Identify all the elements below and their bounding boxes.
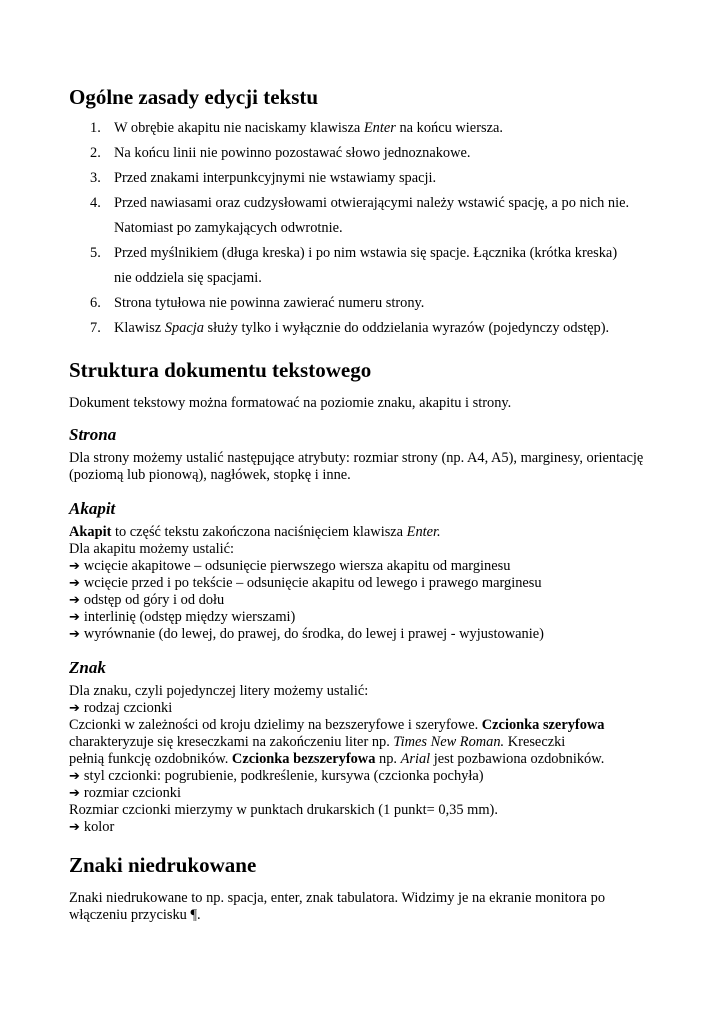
document-page <box>69 84 659 924</box>
arrow-right-icon: ➔ <box>69 576 80 591</box>
arrow-right-icon: ➔ <box>69 786 80 801</box>
list-item: 3. Przed znakami interpunkcyjnymi nie wstawiamy spacji. <box>90 170 437 186</box>
list-item: 1. W obrębie akapitu nie naciskamy klawisza Enter na końcu wiersza. <box>90 120 503 136</box>
list-item: ➔ wyrównanie (do lewej, do prawej, do środka, do lewej i prawej - wyjustowanie) <box>69 626 544 642</box>
list-item: 6. Strona tytułowa nie powinna zawierać numeru strony. <box>90 295 425 311</box>
list-item: ➔ interlinię (odstęp między wierszami) <box>69 609 296 625</box>
font-size-text: Rozmiar czcionki mierzymy w punktach drukarskich (1 punkt= 0,35 mm). <box>69 802 498 818</box>
nonprinting-text: Znaki niedrukowane to np. spacja, enter, znak tabulatora. Widzimy je na ekranie monitora po włączeniu przycisku ¶. <box>69 890 606 923</box>
arrow-right-icon: ➔ <box>69 820 80 835</box>
list-item: ➔ styl czcionki: pogrubienie, podkreślenie, kursywa (czcionka pochyła) <box>69 768 484 784</box>
font-types-text: Czcionki w zależności od kroju dzielimy na bezszeryfowe i szeryfowe. Czcionka szeryfowa charakteryzuje się kreseczkami na zakończeniu liter np. Times New Roman. Kreseczki pełnią funkcję ozdobników. Czcionka bezszeryfowa np. Arial jest pozbawiona ozdobników. <box>69 717 605 767</box>
akapit-lead: Dla akapitu możemy ustalić: <box>69 541 235 557</box>
list-item: 5. Przed myślnikiem (długa kreska) i po nim wstawia się spacje. Łącznika (krótka kreska) nie oddziela się spacjami. <box>90 245 618 286</box>
list-item: ➔ rozmiar czcionki <box>69 785 181 801</box>
list-item: ➔ wcięcie akapitowe – odsunięcie pierwszego wiersza akapitu od marginesu <box>69 558 511 574</box>
rules-list <box>69 116 659 341</box>
arrow-right-icon: ➔ <box>69 593 80 608</box>
heading-document-structure: Struktura dokumentu tekstowego <box>69 358 372 382</box>
arrow-right-icon: ➔ <box>69 701 80 716</box>
arrow-right-icon: ➔ <box>69 559 80 574</box>
list-item: ➔ wcięcie przed i po tekście – odsunięcie akapitu od lewego i prawego marginesu <box>69 575 542 591</box>
strona-text: Dla strony możemy ustalić następujące atrybuty: rozmiar strony (np. A4, A5), marginesy, orientację (poziomą lub pionową), nagłówek, stopkę i inne. <box>69 450 644 483</box>
znak-lead: Dla znaku, czyli pojedynczej litery możemy ustalić: <box>69 683 369 699</box>
list-item: 2. Na końcu linii nie powinno pozostawać słowo jednoznakowe. <box>90 145 471 161</box>
arrow-right-icon: ➔ <box>69 769 80 784</box>
arrow-right-icon: ➔ <box>69 627 80 642</box>
list-item: ➔ odstęp od góry i od dołu <box>69 592 225 608</box>
arrow-right-icon: ➔ <box>69 610 80 625</box>
list-item: 7. Klawisz Spacja służy tylko i wyłącznie do oddzielania wyrazów (pojedynczy odstęp). <box>90 320 610 336</box>
heading-general-rules: Ogólne zasady edycji tekstu <box>69 85 319 109</box>
heading-nonprinting-chars: Znaki niedrukowane <box>69 853 257 877</box>
list-item: ➔ kolor <box>69 819 115 835</box>
structure-intro: Dokument tekstowy można formatować na poziomie znaku, akapitu i strony. <box>69 395 512 411</box>
heading-strona: Strona <box>69 425 117 444</box>
list-item: 4. Przed nawiasami oraz cudzysłowami otwierającymi należy wstawić spację, a po nich nie. Natomiast po zamykających odwrotnie. <box>90 195 630 236</box>
heading-akapit: Akapit <box>69 499 116 518</box>
akapit-definition: Akapit to część tekstu zakończona naciśnięciem klawisza Enter. <box>69 524 441 540</box>
list-item: ➔ rodzaj czcionki <box>69 700 173 716</box>
heading-znak: Znak <box>69 658 106 677</box>
